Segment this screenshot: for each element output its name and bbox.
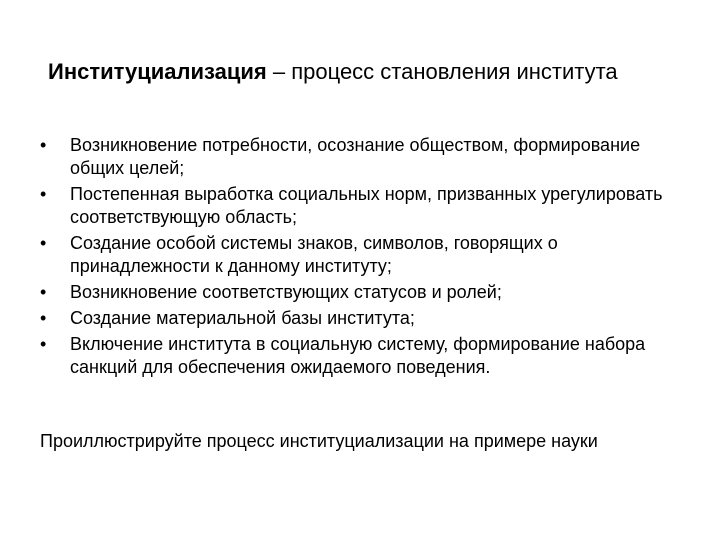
list-item-text: Постепенная выработка социальных норм, призванных урегулировать соответствующую область; <box>70 184 663 227</box>
bullet-icon: • <box>40 282 47 302</box>
list-item <box>40 307 680 330</box>
list-item <box>40 134 680 180</box>
list-item-text: Создание материальной базы института; <box>70 308 415 328</box>
list-item-text: Возникновение потребности, осознание обществом, формирование общих целей; <box>70 135 641 178</box>
list-item <box>40 281 680 304</box>
bullet-icon: • <box>40 135 47 155</box>
title-definition: – процесс становления института <box>266 59 618 84</box>
list-item-text: Создание особой системы знаков, символов, говорящих о принадлежности к данному институту; <box>70 233 558 276</box>
assignment-text: Проиллюстрируйте процесс институциализации на примере науки <box>40 431 598 451</box>
list-item <box>40 183 680 229</box>
list-item-text: Включение института в социальную систему, формирование набора санкций для обеспечения ожидаемого поведения. <box>70 334 646 377</box>
list-item <box>40 333 680 379</box>
stages-list <box>40 134 680 382</box>
bullet-icon: • <box>40 233 47 253</box>
bullet-icon: • <box>40 308 47 328</box>
bullet-icon: • <box>40 184 47 204</box>
list-item <box>40 232 680 278</box>
slide-title <box>48 58 688 86</box>
title-term: Институциализация <box>48 59 267 84</box>
bullet-icon: • <box>40 334 47 354</box>
list-item-text: Возникновение соответствующих статусов и ролей; <box>70 282 502 302</box>
